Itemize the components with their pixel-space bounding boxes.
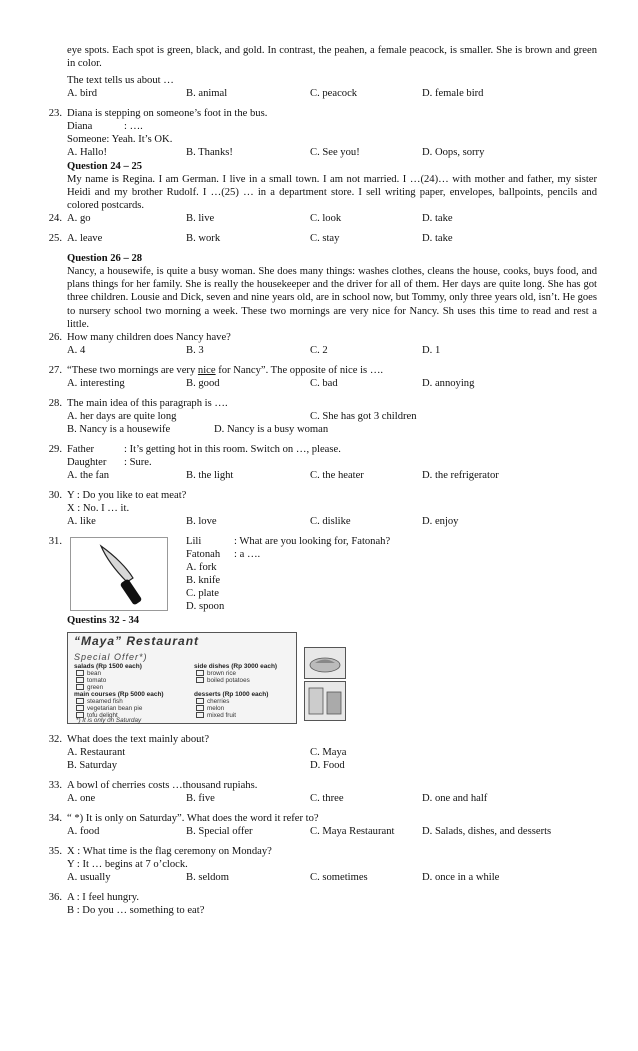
menu-item: steamed fish	[76, 698, 123, 705]
option-b[interactable]: B. seldom	[186, 872, 229, 883]
option-a[interactable]: A. like	[67, 516, 96, 527]
option-d[interactable]: D. Salads, dishes, and desserts	[422, 826, 552, 837]
question-number: 33.	[48, 780, 62, 791]
option-b[interactable]: B. good	[186, 378, 220, 389]
dialog-speaker: Fatonah	[186, 549, 221, 560]
menu-section-desserts: desserts (Rp 1000 each)	[194, 691, 269, 698]
menu-item: boiled potatoes	[196, 677, 250, 684]
option-d[interactable]: D. once in a while	[422, 872, 500, 883]
dialog-line: : ….	[124, 121, 143, 132]
knife-icon	[71, 538, 167, 610]
option-d[interactable]: D. spoon	[186, 601, 225, 612]
dialog-speaker: Daughter	[67, 457, 107, 468]
dialog-line: Y : It … begins at 7 o’clock.	[67, 859, 188, 870]
menu-title: “Maya” Restaurant	[74, 634, 200, 648]
option-d[interactable]: D. annoying	[422, 378, 475, 389]
option-d[interactable]: D. enjoy	[422, 516, 459, 527]
question-number: 27.	[48, 365, 62, 376]
option-b[interactable]: B. 3	[186, 345, 204, 356]
option-b[interactable]: B. Special offer	[186, 826, 253, 837]
dialog-line: Someone: Yeah. It’s OK.	[67, 134, 173, 145]
question-number: 25.	[48, 233, 62, 244]
menu-section-salads: salads (Rp 1500 each)	[74, 663, 142, 670]
dialog-line: A : I feel hungry.	[67, 892, 139, 903]
option-d[interactable]: D. female bird	[422, 88, 484, 99]
menu-item: mixed fruit	[196, 712, 236, 719]
option-c[interactable]: C. stay	[310, 233, 340, 244]
food-photo	[304, 647, 346, 679]
question-number: 30.	[48, 490, 62, 501]
underlined-word: nice	[197, 365, 216, 376]
option-a[interactable]: A. interesting	[67, 378, 125, 389]
group-passage: My name is Regina. I am German. I live in a small town. I am not married. I …(24)… with mother and father, my sister Heidi and my brother Rudolf. I …(25) … in a department store. I sell writing paper, envelopes, ballpoints, pencils and colored postcards.	[67, 174, 597, 212]
question-number: 35.	[48, 846, 62, 857]
option-b[interactable]: B. knife	[186, 575, 221, 586]
menu-item: vegetarian bean pie	[76, 705, 142, 712]
option-d[interactable]: D. Food	[310, 760, 345, 771]
option-d[interactable]: D. take	[422, 233, 453, 244]
question-stem: What does the text mainly about?	[67, 734, 210, 745]
option-c[interactable]: C. See you!	[310, 147, 360, 158]
group-heading: Question 24 – 25	[67, 161, 143, 172]
option-b[interactable]: B. the light	[186, 470, 234, 481]
dialog-line: Y : Do you like to eat meat?	[67, 490, 187, 501]
dialog-speaker: Father	[67, 444, 95, 455]
option-c[interactable]: C. Maya Restaurant	[310, 826, 395, 837]
question-number: 36.	[48, 892, 62, 903]
option-c[interactable]: C. plate	[186, 588, 219, 599]
option-a[interactable]: A. food	[67, 826, 100, 837]
question-number: 26.	[48, 332, 62, 343]
question-stem: How many children does Nancy have?	[67, 332, 231, 343]
question-number: 32.	[48, 734, 62, 745]
option-c[interactable]: C. peacock	[310, 88, 358, 99]
option-b[interactable]: B. live	[186, 213, 215, 224]
knife-picture	[70, 537, 168, 611]
option-b[interactable]: B. animal	[186, 88, 228, 99]
option-c[interactable]: C. 2	[310, 345, 328, 356]
option-c[interactable]: C. sometimes	[310, 872, 368, 883]
dialog-line: B : Do you … something to eat?	[67, 905, 205, 916]
group-heading: Questins 32 - 34	[67, 615, 140, 626]
option-a[interactable]: A. Restaurant	[67, 747, 126, 758]
menu-item: green	[76, 684, 103, 691]
dialog-line: X : What time is the flag ceremony on Monday?	[67, 846, 272, 857]
option-a[interactable]: A. leave	[67, 233, 103, 244]
option-b[interactable]: B. work	[186, 233, 221, 244]
question-text: The text tells us about …	[67, 75, 174, 86]
dialog-speaker: Diana	[67, 121, 93, 132]
question-stem: A bowl of cherries costs …thousand rupiahs.	[67, 780, 258, 791]
option-a[interactable]: A. bird	[67, 88, 98, 99]
menu-section-side: side dishes (Rp 3000 each)	[194, 663, 278, 670]
option-d[interactable]: D. the refrigerator	[422, 470, 499, 481]
option-b[interactable]: B. five	[186, 793, 215, 804]
option-c[interactable]: C. Maya	[310, 747, 347, 758]
menu-item: cherries	[196, 698, 229, 705]
menu-item: melon	[196, 705, 224, 712]
option-d[interactable]: D. take	[422, 213, 453, 224]
option-c[interactable]: C. look	[310, 213, 342, 224]
question-stem: The main idea of this paragraph is ….	[67, 398, 228, 409]
option-b[interactable]: B. love	[186, 516, 217, 527]
food-photo	[304, 681, 346, 721]
dialog-line: : What are you looking for, Fatonah?	[234, 536, 391, 547]
restaurant-menu	[67, 632, 297, 724]
option-d[interactable]: D. one and half	[422, 793, 488, 804]
option-b[interactable]: B. Nancy is a housewife	[67, 424, 171, 435]
option-a[interactable]: A. one	[67, 793, 96, 804]
menu-note: *) It is only on Saturday	[76, 717, 142, 724]
option-a[interactable]: A. Hallo!	[67, 147, 108, 158]
option-b[interactable]: B. Thanks!	[186, 147, 233, 158]
option-a[interactable]: A. the fan	[67, 470, 110, 481]
question-number: 23.	[48, 108, 62, 119]
passage-end: eye spots. Each spot is green, black, and gold. In contrast, the peahen, a female peacock, is smaller. She is brown and green in color.	[67, 45, 597, 70]
question-number: 31.	[48, 536, 62, 547]
dialog-line: X : No. I … it.	[67, 503, 130, 514]
dialog-line: : It’s getting hot in this room. Switch on …, please.	[124, 444, 341, 455]
menu-special-offer: Special Offer*)	[74, 652, 148, 662]
option-c[interactable]: C. three	[310, 793, 344, 804]
option-b[interactable]: B. Saturday	[67, 760, 118, 771]
menu-item: tofu delight	[76, 712, 118, 719]
menu-item: tomato	[76, 677, 106, 684]
dialog-line: : Sure.	[124, 457, 152, 468]
option-d[interactable]: D. Nancy is a busy woman	[214, 424, 329, 435]
option-a[interactable]: A. fork	[186, 562, 217, 573]
question-number: 28.	[48, 398, 62, 409]
option-c[interactable]: C. dislike	[310, 516, 351, 527]
option-c[interactable]: C. the heater	[310, 470, 364, 481]
option-a[interactable]: A. usually	[67, 872, 111, 883]
question-stem: “These two mornings are very nice for Nancy”. The opposite of nice is ….	[67, 365, 384, 376]
option-d[interactable]: D. Oops, sorry	[422, 147, 485, 158]
question-number: 34.	[48, 813, 62, 824]
dialog-speaker: Lili	[186, 536, 202, 547]
question-number: 29.	[48, 444, 62, 455]
option-a[interactable]: A. her days are quite long	[67, 411, 177, 422]
question-number: 24.	[48, 213, 62, 224]
group-passage: Nancy, a housewife, is quite a busy woman. She does many things: washes clothes, cleans the house, cooks, buys food, and plans things for her family. She is really the housekeeper and the driver for all of them. Her days are quite long. She has got three children. Lousie and Dick, seven and nine years old, are in school now, but Tommy, only three years old, isn’t. He goes to nursery school two morning a week. These two mornings are very nice for Nancy. Sh uses this time to read and rest a little.	[67, 266, 597, 330]
option-c[interactable]: C. bad	[310, 378, 338, 389]
menu-section-main: main courses (Rp 5000 each)	[74, 691, 164, 698]
menu-item: brown rice	[196, 670, 236, 677]
option-a[interactable]: A. 4	[67, 345, 86, 356]
dialog-line: : a ….	[234, 549, 261, 560]
question-stem: “ *) It is only on Saturday”. What does the word it refer to?	[67, 813, 319, 824]
option-c[interactable]: C. She has got 3 children	[310, 411, 417, 422]
option-d[interactable]: D. 1	[422, 345, 441, 356]
group-heading: Question 26 – 28	[67, 253, 143, 264]
question-stem: Diana is stepping on someone’s foot in the bus.	[67, 108, 268, 119]
option-a[interactable]: A. go	[67, 213, 91, 224]
menu-item: bean	[76, 670, 101, 677]
